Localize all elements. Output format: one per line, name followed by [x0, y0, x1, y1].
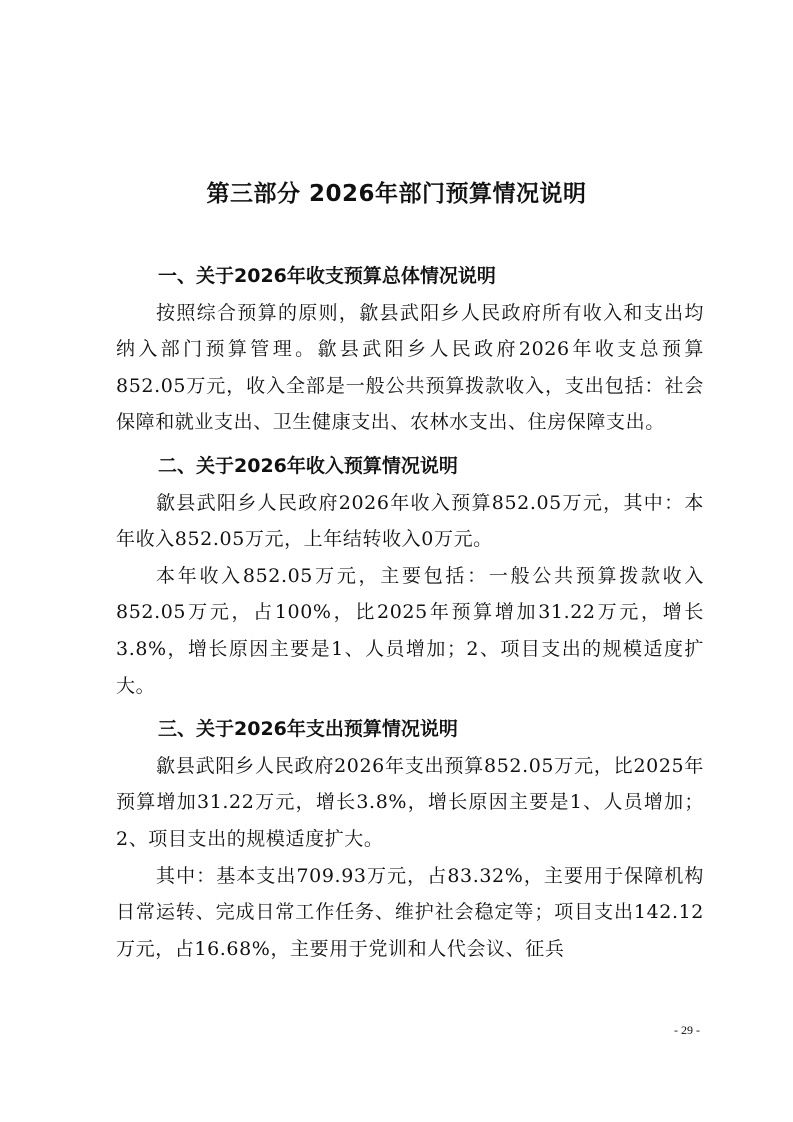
paragraph-overall-budget: 按照综合预算的原则，歙县武阳乡人民政府所有收入和支出均纳入部门预算管理。歙县武阳乡人民政府2026年收支总预算852.05万元，收入全部是一般公共预算拨款收入，支出包括：社会保障和就业支出、卫生健康支出、农林水支出、住房保障支出。	[116, 301, 704, 434]
paragraph-expenditure-detail: 其中：基本支出709.93万元，占83.32%，主要用于保障机构日常运转、完成日常工作任务、维护社会稳定等；项目支出142.12万元，占16.68%，主要用于党训和人代会议、征兵	[116, 864, 704, 960]
paragraph-income-detail: 本年收入852.05万元，主要包括：一般公共预算拨款收入852.05万元，占100%，比2025年预算增加31.22万元，增长3.8%，增长原因主要是1、人员增加；2、项目支出的规模适度扩大。	[116, 564, 704, 697]
section-heading-income: 二、关于2026年收入预算情况说明	[158, 454, 458, 477]
page-number: - 29 -	[674, 1023, 700, 1037]
document-body	[116, 258, 704, 967]
section-heading-expenditure: 三、关于2026年支出预算情况说明	[158, 718, 458, 741]
page-title: 第三部分 2026年部门预算情况说明	[206, 181, 587, 207]
paragraph-income-summary: 歙县武阳乡人民政府2026年收入预算852.05万元，其中：本年收入852.05万元，上年结转收入0万元。	[116, 491, 704, 551]
paragraph-expenditure-summary: 歙县武阳乡人民政府2026年支出预算852.05万元，比2025年预算增加31.22万元，增长3.8%，增长原因主要是1、人员增加；2、项目支出的规模适度扩大。	[116, 754, 704, 850]
section-heading-overall: 一、关于2026年收支预算总体情况说明	[158, 265, 496, 287]
